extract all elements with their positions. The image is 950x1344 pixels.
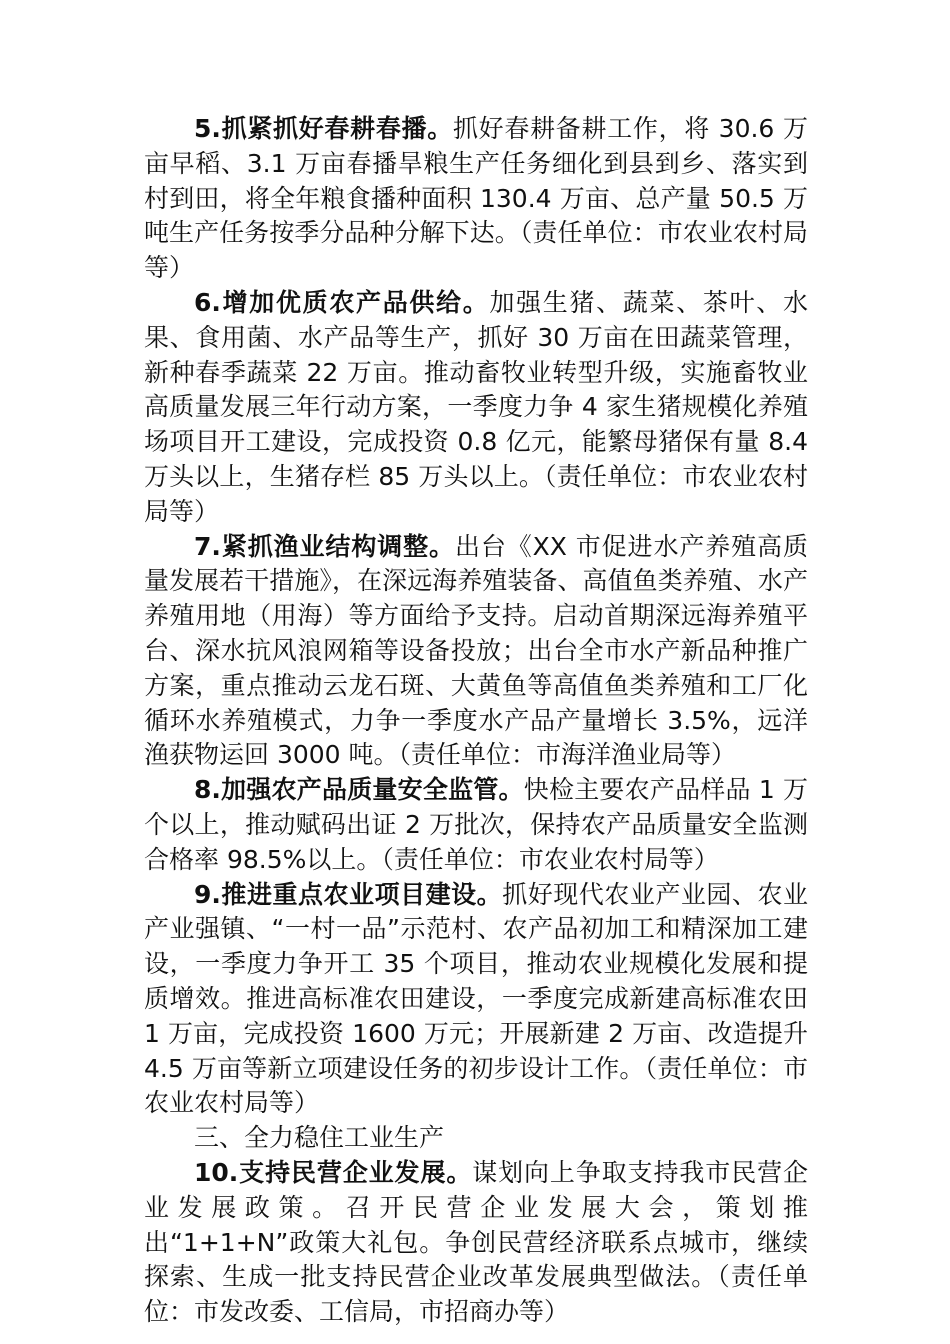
- paragraph-heading: 5.抓紧抓好春耕春播。: [194, 114, 453, 143]
- paragraph-heading: 7.紧抓渔业结构调整。: [194, 531, 455, 561]
- paragraph-item-10: [144, 1156, 808, 1330]
- paragraph-heading: 10.支持民营企业发展。: [194, 1157, 473, 1187]
- paragraph-item-8: [144, 773, 808, 877]
- paragraph-item-5: [144, 112, 808, 286]
- paragraph-text: 加强生猪、蔬菜、茶叶、水果、食用菌、水产品等生产，抓好 30 万亩在田蔬菜管理，新种春季蔬菜 22 万亩。推动畜牧业转型升级，实施畜牧业高质量发展三年行动方案，一季度力争 4 家生猪规模化养殖场项目开工建设，完成投资 0.8 亿元，能繁母猪保有量 8.4 万头以上，生猪存栏 85 万头以上。（责任单位：市农业农村局等）: [144, 287, 808, 526]
- paragraph-item-6: [144, 286, 808, 530]
- paragraph-heading: 6.增加优质农产品供给。: [194, 287, 490, 317]
- section-heading-3: [144, 1121, 808, 1156]
- paragraph-text: 抓好现代农业产业园、农业产业强镇、“一村一品”示范村、农产品初加工和精深加工建设，一季度力争开工 35 个项目，推动农业规模化发展和提质增效。推进高标准农田建设，一季度完成新建高标准农田 1 万亩，完成投资 1600 万元；开展新建 2 万亩、改造提升 4.5 万亩等新立项建设任务的初步设计工作。（责任单位：市农业农村局等）: [144, 879, 808, 1118]
- section-heading-text: 三、全力稳住工业生产: [194, 1123, 445, 1153]
- paragraph-item-9: [144, 878, 808, 1122]
- paragraph-heading: 9.推进重点农业项目建设。: [194, 879, 503, 909]
- paragraph-text: 抓好春耕备耕工作，将 30.6 万亩早稻、3.1 万亩春播旱粮生产任务细化到县到乡、落实到村到田，将全年粮食播种面积 130.4 万亩、总产量 50.5 万吨生产任务按季分品种分解下达。（责任单位：市农业农村局等）: [144, 114, 808, 283]
- paragraph-text: 出台《XX 市促进水产养殖高质量发展若干措施》，在深远海养殖装备、高值鱼类养殖、水产养殖用地（用海）等方面给予支持。启动首期深远海养殖平台、深水抗风浪网箱等设备投放；出台全市水产新品种推广方案，重点推动云龙石斑、大黄鱼等高值鱼类养殖和工厂化循环水养殖模式，力争一季度水产品产量增长 3.5%，远洋渔获物运回 3000 吨。（责任单位：市海洋渔业局等）: [144, 531, 808, 770]
- paragraph-text: 谋划向上争取支持我市民营企业发展政策。召开民营企业发展大会，策划推出“1+1+N”政策大礼包。争创民营经济联系点城市，继续探索、生成一批支持民营企业改革发展典型做法。（责任单位：市发改委、工信局，市招商办等）: [144, 1157, 808, 1327]
- paragraph-item-7: [144, 530, 808, 774]
- document-body: [144, 112, 808, 1330]
- paragraph-text: 快检主要农产品样品 1 万个以上，推动赋码出证 2 万批次，保持农产品质量安全监测合格率 98.5%以上。（责任单位：市农业农村局等）: [144, 775, 808, 874]
- paragraph-heading: 8.加强农产品质量安全监管。: [194, 775, 524, 805]
